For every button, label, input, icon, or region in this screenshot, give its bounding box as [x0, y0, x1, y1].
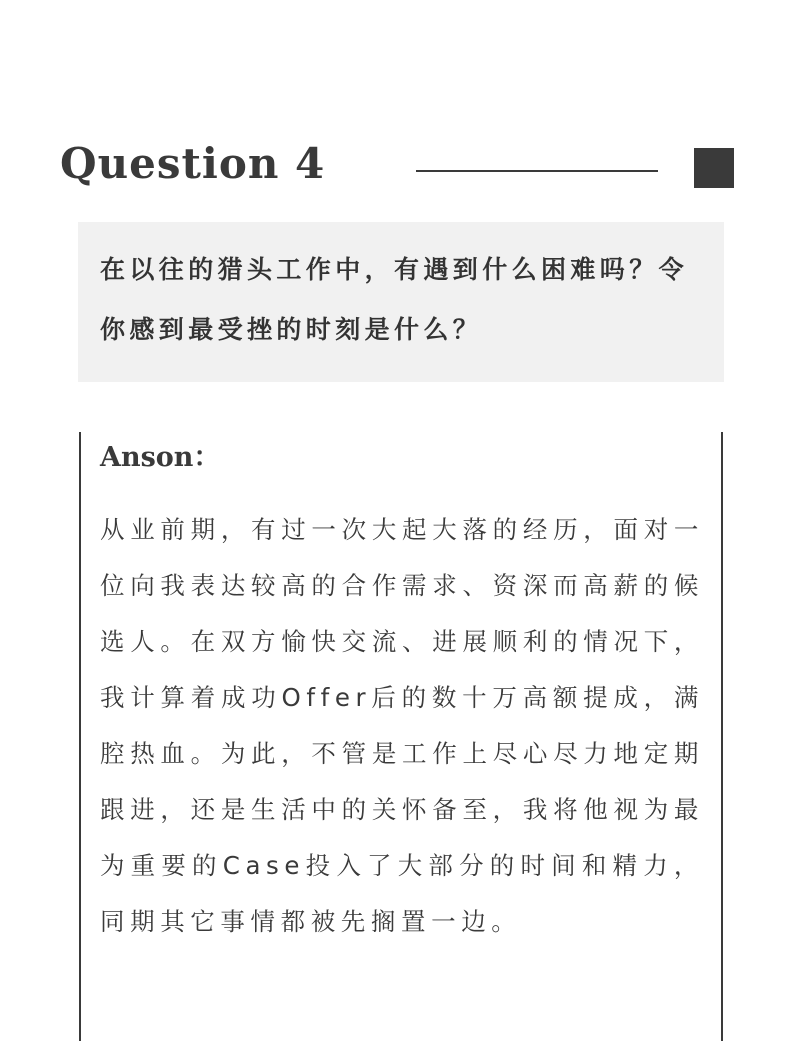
section-header — [60, 136, 740, 192]
answer-text: 从业前期，有过一次大起大落的经历，面对一位向我表达较高的合作需求、资深而高薪的候选人。在双方愉快交流、进展顺利的情况下，我计算着成功Offer后的数十万高额提成，满腔热血。为此，不管是工作上尽心尽力地定期跟进，还是生活中的关怀备至，我将他视为最为重要的Case投入了大部分的时间和精力，同期其它事情都被先搁置一边。 — [100, 515, 704, 936]
header-square-decoration — [694, 148, 734, 188]
answer-frame — [79, 432, 723, 1041]
header-divider-line — [416, 170, 658, 172]
question-box — [78, 222, 724, 382]
speaker-name: Anson： — [100, 442, 221, 473]
question-text: 在以往的猎头工作中，有遇到什么困难吗？令你感到最受挫的时刻是什么？ — [100, 255, 689, 344]
question-title: Question 4 — [60, 139, 326, 188]
